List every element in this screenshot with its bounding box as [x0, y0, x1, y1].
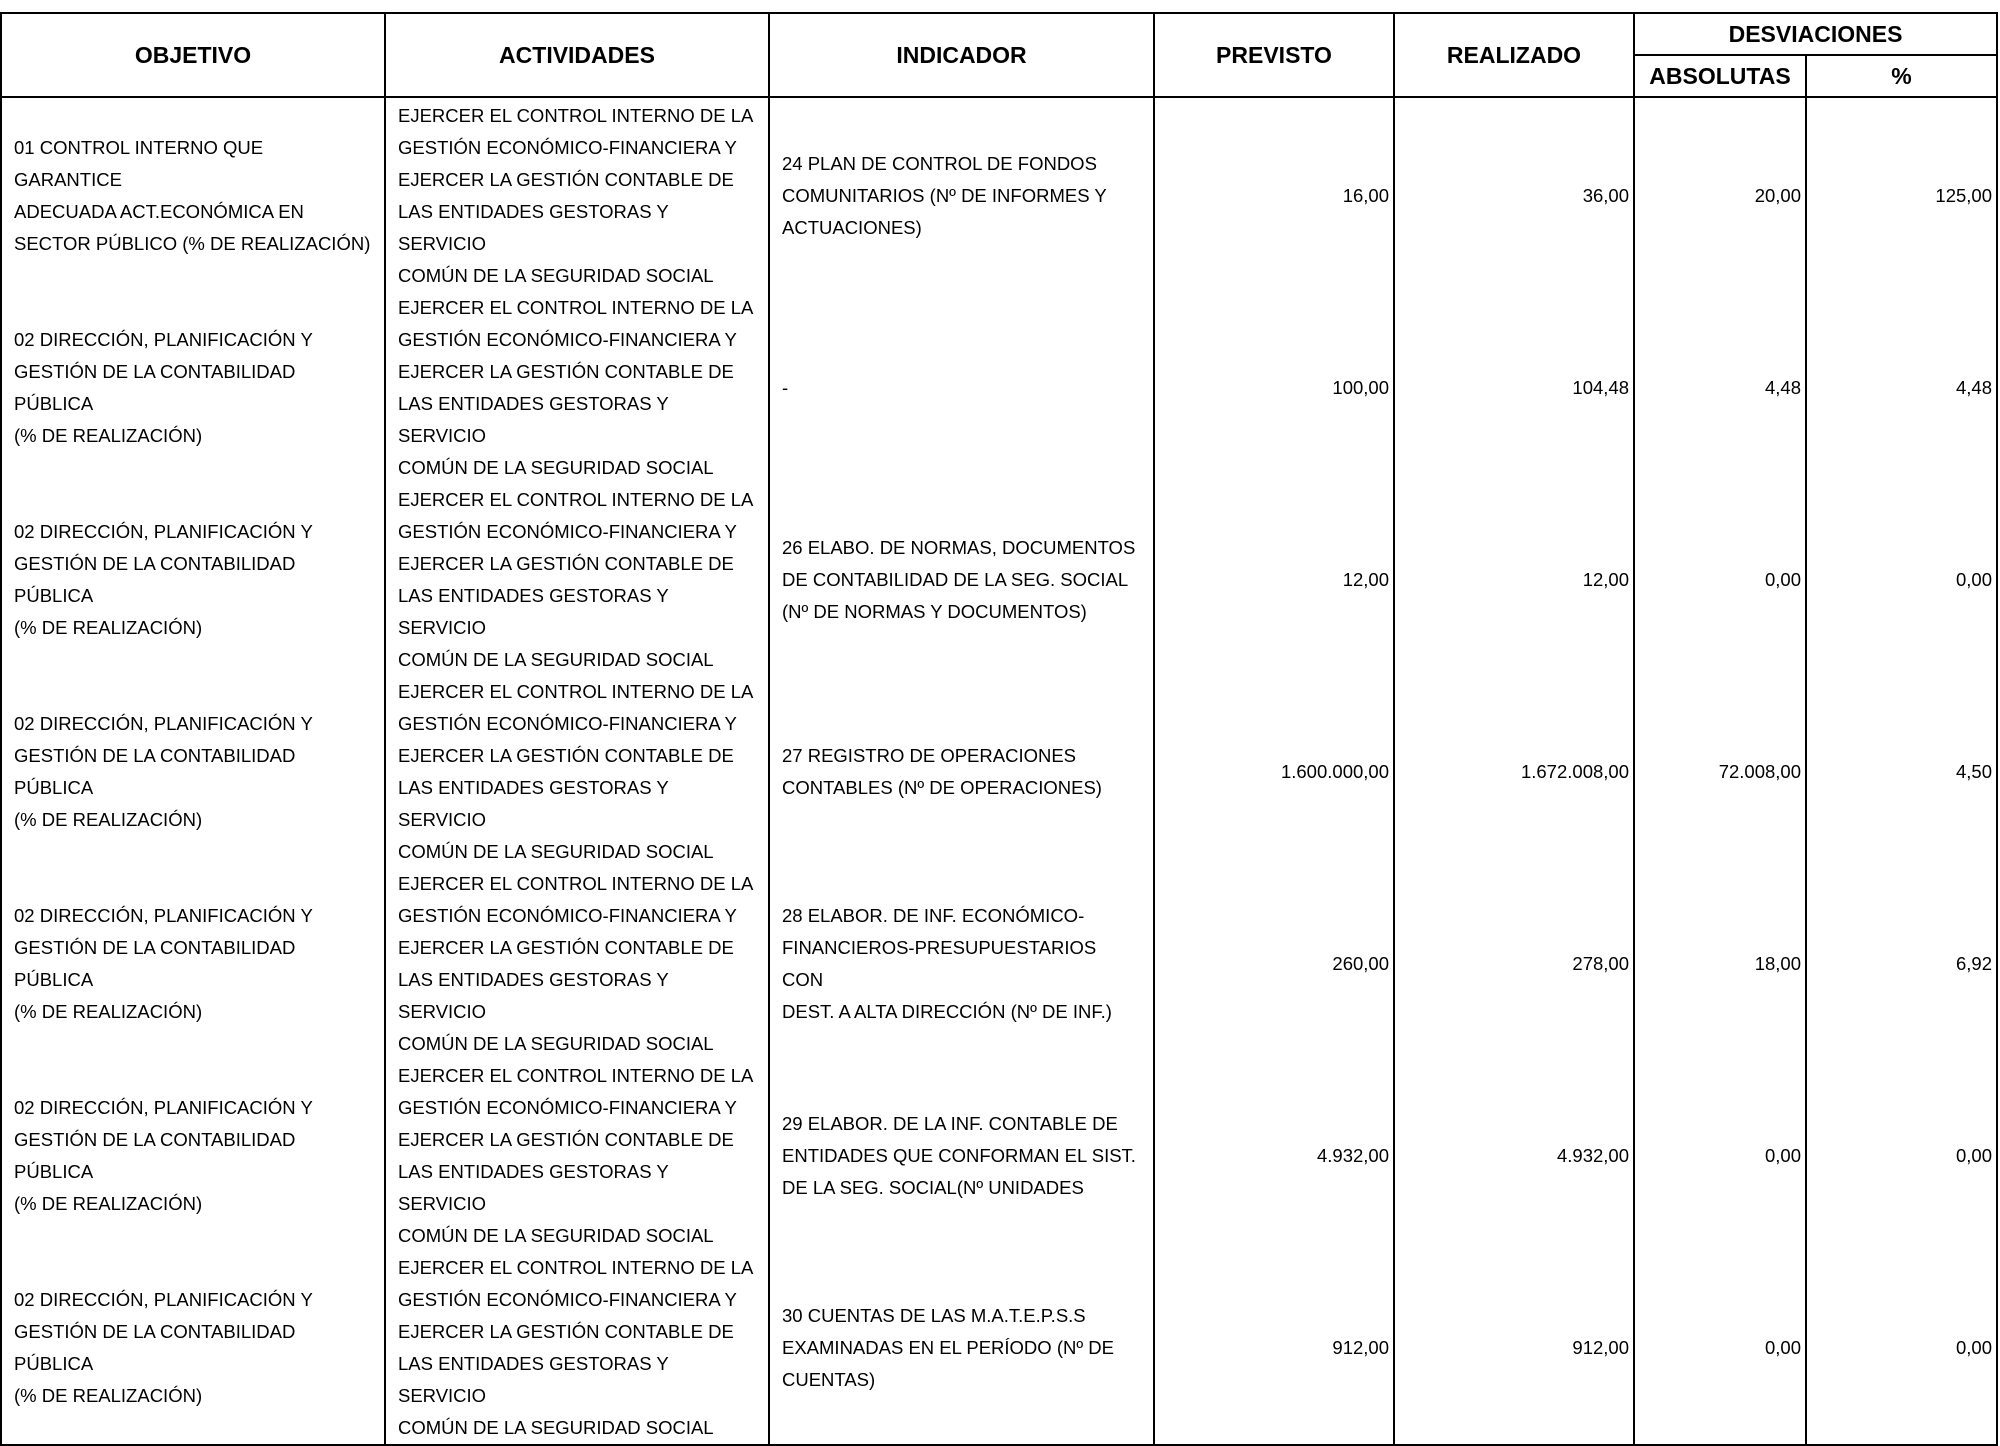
- previsto-cell: 16,00: [1342, 185, 1389, 206]
- header-previsto: PREVISTO: [1154, 13, 1394, 97]
- objetivo-cell: 02 DIRECCIÓN, PLANIFICACIÓN Y GESTIÓN DE LA CONTABILIDAD PÚBLICA (% DE REALIZACIÓN): [14, 329, 313, 446]
- objetivo-cell: 02 DIRECCIÓN, PLANIFICACIÓN Y GESTIÓN DE LA CONTABILIDAD PÚBLICA (% DE REALIZACIÓN): [14, 1289, 313, 1406]
- porcentaje-cell: 125,00: [1935, 185, 1993, 206]
- absolutas-cell: 0,00: [1764, 1145, 1801, 1166]
- header-objetivo: OBJETIVO: [1, 13, 385, 97]
- table-row: [1, 676, 1997, 868]
- porcentaje-cell: 0,00: [1956, 569, 1993, 590]
- realizado-cell: 912,00: [1572, 1337, 1629, 1358]
- table-row: [1, 1060, 1997, 1252]
- table-header: [1, 13, 1997, 97]
- absolutas-cell: 72.008,00: [1718, 761, 1801, 782]
- previsto-cell: 912,00: [1332, 1337, 1389, 1358]
- table-row: [1, 1252, 1997, 1445]
- previsto-cell: 12,00: [1342, 569, 1389, 590]
- header-absolutas: ABSOLUTAS: [1634, 55, 1806, 97]
- table-body: [1, 97, 1997, 1445]
- indicador-cell: 30 CUENTAS DE LAS M.A.T.E.P.S.S EXAMINADAS EN EL PERÍODO (Nº DE CUENTAS): [782, 1305, 1114, 1390]
- table-row: [1, 97, 1997, 292]
- header-indicador: INDICADOR: [769, 13, 1154, 97]
- porcentaje-cell: 0,00: [1956, 1337, 1993, 1358]
- absolutas-cell: 4,48: [1764, 377, 1801, 398]
- objetivo-cell: 02 DIRECCIÓN, PLANIFICACIÓN Y GESTIÓN DE LA CONTABILIDAD PÚBLICA (% DE REALIZACIÓN): [14, 1097, 313, 1214]
- header-actividades: ACTIVIDADES: [385, 13, 769, 97]
- table-row: [1, 292, 1997, 484]
- actividades-cell: EJERCER EL CONTROL INTERNO DE LA GESTIÓN ECONÓMICO-FINANCIERA Y EJERCER LA GESTIÓN CONTABLE DE LAS ENTIDADES GESTORAS Y SERVICIO COMÚN DE LA SEGURIDAD SOCIAL: [398, 873, 754, 1054]
- previsto-cell: 1.600.000,00: [1280, 761, 1389, 782]
- realizado-cell: 12,00: [1582, 569, 1629, 590]
- table-row: [1, 868, 1997, 1060]
- objetivo-cell: 01 CONTROL INTERNO QUE GARANTICE ADECUADA ACT.ECONÓMICA EN SECTOR PÚBLICO (% DE REALIZACIÓN): [14, 137, 371, 254]
- objectives-table: [0, 12, 1998, 1446]
- porcentaje-cell: 6,92: [1956, 953, 1993, 974]
- objetivo-cell: 02 DIRECCIÓN, PLANIFICACIÓN Y GESTIÓN DE LA CONTABILIDAD PÚBLICA (% DE REALIZACIÓN): [14, 713, 313, 830]
- porcentaje-cell: 4,50: [1956, 761, 1993, 782]
- indicador-cell: 26 ELABO. DE NORMAS, DOCUMENTOS DE CONTABILIDAD DE LA SEG. SOCIAL (Nº DE NORMAS Y DOCUMENTOS): [782, 537, 1136, 622]
- table-row: [1, 484, 1997, 676]
- header-desviaciones: DESVIACIONES: [1634, 13, 1997, 55]
- indicador-cell: 28 ELABOR. DE INF. ECONÓMICO- FINANCIEROS-PRESUPUESTARIOS CON DEST. A ALTA DIRECCIÓN (Nº DE INF.): [782, 905, 1112, 1022]
- header-realizado: REALIZADO: [1394, 13, 1634, 97]
- realizado-cell: 104,48: [1572, 377, 1629, 398]
- porcentaje-cell: 4,48: [1956, 377, 1993, 398]
- header-porcentaje: %: [1806, 55, 1997, 97]
- indicador-cell: -: [782, 377, 789, 398]
- previsto-cell: 260,00: [1332, 953, 1389, 974]
- objetivo-cell: 02 DIRECCIÓN, PLANIFICACIÓN Y GESTIÓN DE LA CONTABILIDAD PÚBLICA (% DE REALIZACIÓN): [14, 905, 313, 1022]
- actividades-cell: EJERCER EL CONTROL INTERNO DE LA GESTIÓN ECONÓMICO-FINANCIERA Y EJERCER LA GESTIÓN CONTABLE DE LAS ENTIDADES GESTORAS Y SERVICIO COMÚN DE LA SEGURIDAD SOCIAL: [398, 681, 754, 862]
- realizado-cell: 36,00: [1582, 185, 1629, 206]
- realizado-cell: 4.932,00: [1556, 1145, 1629, 1166]
- actividades-cell: EJERCER EL CONTROL INTERNO DE LA GESTIÓN ECONÓMICO-FINANCIERA Y EJERCER LA GESTIÓN CONTABLE DE LAS ENTIDADES GESTORAS Y SERVICIO COMÚN DE LA SEGURIDAD SOCIAL: [398, 489, 754, 670]
- absolutas-cell: 18,00: [1754, 953, 1801, 974]
- actividades-cell: EJERCER EL CONTROL INTERNO DE LA GESTIÓN ECONÓMICO-FINANCIERA Y EJERCER LA GESTIÓN CONTABLE DE LAS ENTIDADES GESTORAS Y SERVICIO COMÚN DE LA SEGURIDAD SOCIAL: [398, 1257, 754, 1438]
- indicador-cell: 29 ELABOR. DE LA INF. CONTABLE DE ENTIDADES QUE CONFORMAN EL SIST. DE LA SEG. SOCIAL(Nº UNIDADES: [782, 1113, 1136, 1198]
- absolutas-cell: 20,00: [1754, 185, 1801, 206]
- actividades-cell: EJERCER EL CONTROL INTERNO DE LA GESTIÓN ECONÓMICO-FINANCIERA Y EJERCER LA GESTIÓN CONTABLE DE LAS ENTIDADES GESTORAS Y SERVICIO COMÚN DE LA SEGURIDAD SOCIAL: [398, 1065, 754, 1246]
- actividades-cell: EJERCER EL CONTROL INTERNO DE LA GESTIÓN ECONÓMICO-FINANCIERA Y EJERCER LA GESTIÓN CONTABLE DE LAS ENTIDADES GESTORAS Y SERVICIO COMÚN DE LA SEGURIDAD SOCIAL: [398, 297, 754, 478]
- previsto-cell: 100,00: [1332, 377, 1389, 398]
- indicador-cell: 24 PLAN DE CONTROL DE FONDOS COMUNITARIOS (Nº DE INFORMES Y ACTUACIONES): [782, 153, 1107, 238]
- realizado-cell: 278,00: [1572, 953, 1629, 974]
- absolutas-cell: 0,00: [1764, 569, 1801, 590]
- objetivo-cell: 02 DIRECCIÓN, PLANIFICACIÓN Y GESTIÓN DE LA CONTABILIDAD PÚBLICA (% DE REALIZACIÓN): [14, 521, 313, 638]
- realizado-cell: 1.672.008,00: [1520, 761, 1629, 782]
- porcentaje-cell: 0,00: [1956, 1145, 1993, 1166]
- previsto-cell: 4.932,00: [1316, 1145, 1389, 1166]
- indicador-cell: 27 REGISTRO DE OPERACIONES CONTABLES (Nº DE OPERACIONES): [782, 745, 1102, 798]
- actividades-cell: EJERCER EL CONTROL INTERNO DE LA GESTIÓN ECONÓMICO-FINANCIERA Y EJERCER LA GESTIÓN CONTABLE DE LAS ENTIDADES GESTORAS Y SERVICIO COMÚN DE LA SEGURIDAD SOCIAL: [398, 105, 754, 286]
- absolutas-cell: 0,00: [1764, 1337, 1801, 1358]
